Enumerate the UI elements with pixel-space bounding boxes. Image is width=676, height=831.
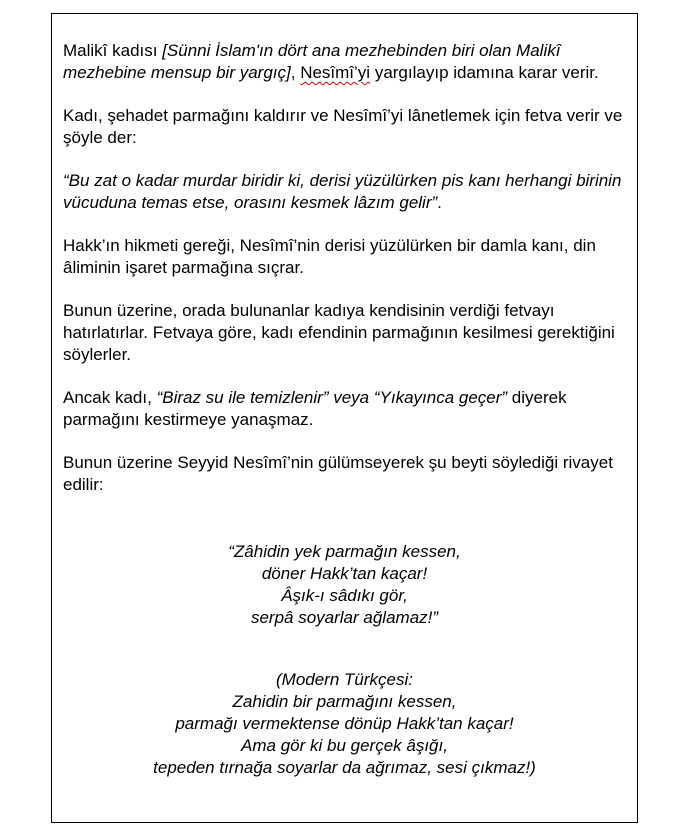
- paragraph: [63, 40, 626, 84]
- text-run: ,: [290, 63, 301, 82]
- text-run: “Bu zat o kadar murdar biridir ki, derisi yüzülürken pis kanı herhangi birinin vücuduna temas etse, orasını kesmek lâzım gelir”: [63, 171, 622, 212]
- text-run: “Zâhidin yek parmağın kessen,: [228, 542, 461, 561]
- paragraph: [63, 452, 626, 496]
- text-run: Malikî kadısı: [63, 41, 163, 60]
- paragraph: [63, 170, 626, 214]
- paragraph: [63, 387, 626, 431]
- text-run: Ama gör ki bu gerçek âşığı,: [241, 736, 448, 755]
- text-run: .: [437, 193, 442, 212]
- text-run: tepeden tırnağa soyarlar da ağrımaz, sesi çıkmaz!): [153, 758, 536, 777]
- spellcheck-flagged-word: Nesîmî’yi: [300, 63, 371, 82]
- text-run: diyerek parmağını kestirmeye yanaşmaz.: [63, 388, 567, 429]
- text-run: serpâ soyarlar ağlamaz!”: [250, 608, 439, 627]
- text-run: Zahidin bir parmağını kessen,: [232, 692, 457, 711]
- text-run: yargılayıp idamına karar verir.: [370, 63, 599, 82]
- document-text-box[interactable]: [51, 13, 638, 823]
- paragraph: [63, 300, 626, 366]
- text-run: Bunun üzerine, orada bulunanlar kadıya kendisinin verdiği fetvayı hatırlatırlar. Fetvaya göre, kadı efendinin parmağının kesilmesi gerektiğini söylerler.: [63, 301, 615, 364]
- text-run: Hakk’ın hikmeti gereği, Nesîmî’nin derisi yüzülürken bir damla kanı, din âliminin işaret parmağına sıçrar.: [63, 236, 596, 277]
- text-run: döner Hakk’tan kaçar!: [261, 564, 428, 583]
- text-run: Âşık-ı sâdıkı gör,: [281, 586, 408, 605]
- paragraph: [63, 105, 626, 149]
- text-run: “Biraz su ile temizlenir” veya “Yıkayınca geçer”: [156, 388, 508, 407]
- text-run: Bunun üzerine Seyyid Nesîmî’nin gülümseyerek şu beyti söylediği rivayet edilir:: [63, 453, 613, 494]
- text-run: [Sünni İslam'ın dört ana mezhebinden biri olan Malikî mezhebine mensup bir yargıç]: [63, 41, 561, 82]
- paragraph: [63, 235, 626, 279]
- text-run: Kadı, şehadet parmağını kaldırır ve Nesîmî’yi lânetlemek için fetva verir ve şöyle der:: [63, 106, 623, 147]
- text-run: (Modern Türkçesi:: [276, 670, 413, 689]
- paragraph: [63, 541, 626, 629]
- text-run: Ancak kadı,: [63, 388, 157, 407]
- text-run: parmağı vermektense dönüp Hakk’tan kaçar!: [175, 714, 514, 733]
- document-content: [63, 40, 626, 779]
- paragraph: [63, 669, 626, 779]
